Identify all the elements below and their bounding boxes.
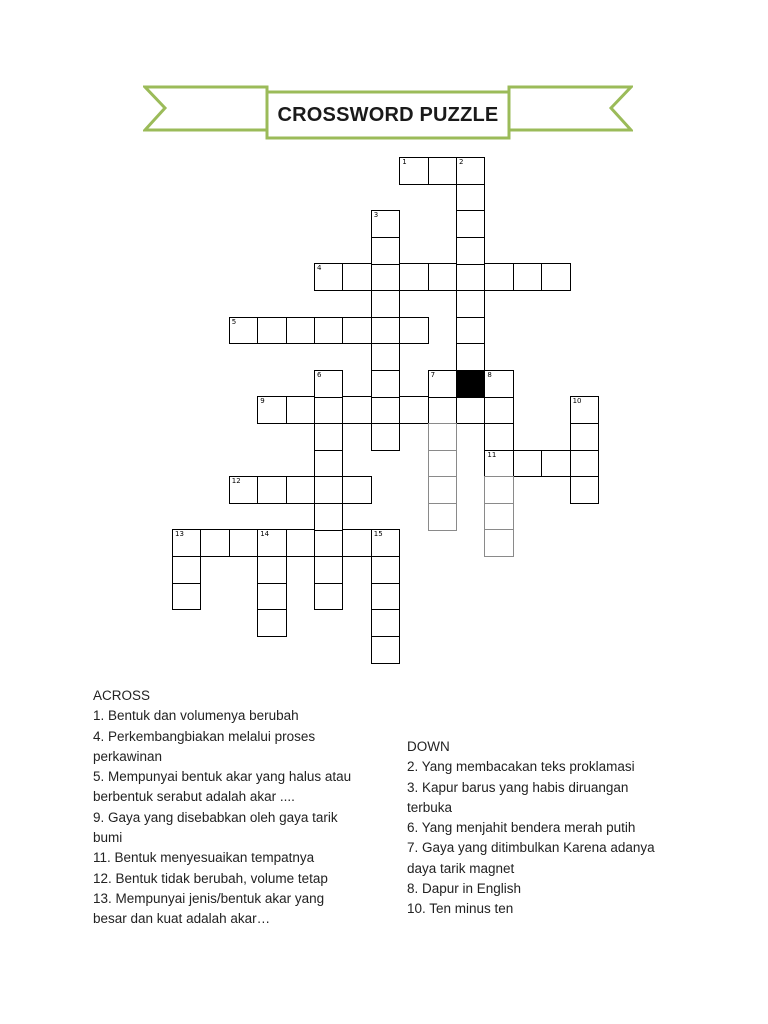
grid-cell[interactable] bbox=[314, 503, 343, 531]
grid-cell[interactable] bbox=[314, 476, 343, 504]
grid-cell[interactable] bbox=[371, 370, 400, 398]
grid-cell[interactable] bbox=[570, 396, 599, 424]
across-clue-4: 4. Perkembangbiakan melalui proses perkawinan bbox=[93, 728, 316, 764]
clue-number: 14 bbox=[260, 530, 270, 539]
down-clues bbox=[407, 737, 677, 920]
grid-cell[interactable] bbox=[513, 263, 542, 291]
grid-cell[interactable] bbox=[428, 370, 457, 398]
across-clue-9: 9. Gaya yang disebabkan oleh gaya tarik bumi bbox=[93, 809, 338, 846]
grid-cell[interactable] bbox=[456, 396, 485, 424]
grid-cell[interactable] bbox=[314, 556, 343, 584]
grid-cell[interactable] bbox=[371, 583, 400, 611]
clue-number: 3 bbox=[373, 211, 379, 220]
grid-cell[interactable] bbox=[342, 396, 371, 424]
grid-cell[interactable] bbox=[399, 396, 428, 424]
grid-cell[interactable] bbox=[172, 583, 201, 611]
clue-number: 6 bbox=[317, 370, 322, 379]
grid-cell[interactable] bbox=[428, 263, 457, 291]
clue-number: 15 bbox=[373, 530, 383, 539]
grid-cell[interactable] bbox=[342, 263, 371, 291]
grid-cell[interactable] bbox=[371, 263, 400, 291]
clue-number: 9 bbox=[260, 397, 265, 406]
clue-number: 12 bbox=[231, 477, 241, 486]
grid-cell[interactable] bbox=[456, 343, 485, 371]
grid-cell[interactable] bbox=[570, 476, 599, 504]
across-clues bbox=[93, 686, 353, 930]
grid-cell[interactable] bbox=[456, 237, 485, 265]
grid-cell[interactable] bbox=[428, 396, 457, 424]
grid-cell[interactable] bbox=[484, 503, 513, 531]
grid-cell[interactable] bbox=[428, 476, 457, 504]
grid-cell[interactable] bbox=[172, 556, 201, 584]
grid-cell[interactable] bbox=[484, 263, 513, 291]
grid-cell[interactable] bbox=[456, 210, 485, 238]
down-clue-6: 6. Yang menjahit bendera merah putih bbox=[407, 820, 636, 836]
grid-cell[interactable] bbox=[314, 423, 343, 451]
grid-cell[interactable] bbox=[371, 636, 400, 664]
grid-cell[interactable] bbox=[371, 609, 400, 637]
grid-cell[interactable] bbox=[570, 423, 599, 451]
grid-cell[interactable] bbox=[484, 450, 513, 478]
grid-cell[interactable] bbox=[428, 503, 457, 531]
across-clue-11: 11. Bentuk menyesuaikan tempatnya bbox=[93, 850, 315, 866]
clue-number: 11 bbox=[487, 450, 497, 459]
grid-cell[interactable] bbox=[257, 317, 286, 345]
grid-cell[interactable] bbox=[428, 423, 457, 451]
grid-cell[interactable] bbox=[513, 450, 542, 478]
grid-cell[interactable] bbox=[371, 396, 400, 424]
clue-number: 1 bbox=[402, 158, 407, 166]
grid-cell[interactable] bbox=[371, 210, 400, 238]
grid-cell[interactable] bbox=[484, 396, 513, 424]
grid-cell[interactable] bbox=[257, 609, 286, 637]
grid-cell[interactable] bbox=[371, 317, 400, 345]
grid-cell[interactable] bbox=[484, 529, 513, 557]
page-title: CROSSWORD PUZZLE bbox=[277, 103, 499, 126]
grid-cell[interactable] bbox=[229, 529, 258, 557]
across-clue-1: 1. Bentuk dan volumenya berubah bbox=[93, 708, 299, 724]
grid-cell[interactable] bbox=[286, 529, 315, 557]
grid-cell[interactable] bbox=[229, 317, 258, 345]
grid-cell[interactable] bbox=[229, 476, 258, 504]
clue-number: 5 bbox=[231, 317, 237, 326]
grid-cell[interactable] bbox=[342, 317, 371, 345]
grid-cell[interactable] bbox=[428, 157, 457, 185]
grid-cell[interactable] bbox=[484, 423, 513, 451]
grid-cell[interactable] bbox=[257, 396, 286, 424]
grid-cell[interactable] bbox=[314, 450, 343, 478]
grid-cell[interactable] bbox=[371, 290, 400, 318]
grid-cell[interactable] bbox=[314, 396, 343, 424]
grid-cell[interactable] bbox=[399, 263, 428, 291]
grid-cell[interactable] bbox=[484, 476, 513, 504]
grid-cell[interactable] bbox=[399, 157, 428, 185]
grid-cell[interactable] bbox=[314, 370, 343, 398]
grid-cell[interactable] bbox=[314, 529, 343, 557]
grid-cell[interactable] bbox=[172, 529, 201, 557]
grid-cell[interactable] bbox=[428, 450, 457, 478]
grid-cell[interactable] bbox=[342, 529, 371, 557]
down-clue-2: 2. Yang membacakan teks proklamasi bbox=[407, 759, 635, 775]
down-clue-8: 8. Dapur in English bbox=[407, 881, 522, 897]
grid-cell[interactable] bbox=[257, 583, 286, 611]
grid-cell[interactable] bbox=[371, 343, 400, 371]
grid-cell[interactable] bbox=[286, 396, 315, 424]
across-heading: ACROSS bbox=[93, 688, 151, 703]
grid-cell[interactable] bbox=[200, 529, 229, 557]
grid-cell[interactable] bbox=[456, 157, 485, 185]
across-clue-13: 13. Mempunyai jenis/bentuk akar yang besar dan kuat adalah akar… bbox=[93, 890, 325, 927]
banner-left-tail bbox=[145, 87, 267, 130]
grid-cell[interactable] bbox=[257, 556, 286, 584]
grid-cell[interactable] bbox=[371, 423, 400, 451]
clue-number: 8 bbox=[487, 370, 492, 379]
grid-cell[interactable] bbox=[541, 450, 570, 478]
banner-right-tail bbox=[509, 87, 631, 130]
grid-cell[interactable] bbox=[286, 476, 315, 504]
grid-cell[interactable] bbox=[257, 476, 286, 504]
grid-cell[interactable] bbox=[314, 263, 343, 291]
grid-cell[interactable] bbox=[456, 317, 485, 345]
clue-number: 13 bbox=[175, 530, 184, 539]
across-clue-12: 12. Bentuk tidak berubah, volume tetap bbox=[93, 870, 328, 886]
down-clue-3: 3. Kapur barus yang habis diruangan terbuka bbox=[407, 779, 629, 815]
down-clue-10: 10. Ten minus ten bbox=[407, 901, 514, 917]
down-heading: DOWN bbox=[407, 739, 450, 754]
grid-cell[interactable] bbox=[456, 290, 485, 318]
grid-cell[interactable] bbox=[286, 317, 315, 345]
down-clue-7: 7. Gaya yang ditimbulkan Karena adanya daya tarik magnet bbox=[407, 840, 655, 876]
grid-cell[interactable] bbox=[314, 583, 343, 611]
grid-cell[interactable] bbox=[399, 317, 428, 345]
grid-cell[interactable] bbox=[371, 556, 400, 584]
grid-cell[interactable] bbox=[371, 237, 400, 265]
grid-cell[interactable] bbox=[456, 263, 485, 291]
grid-cell[interactable] bbox=[371, 529, 400, 557]
clue-number: 7 bbox=[430, 370, 436, 379]
clue-number: 2 bbox=[459, 158, 464, 166]
grid-cell[interactable] bbox=[570, 450, 599, 478]
across-clue-5: 5. Mempunyai bentuk akar yang halus atau berbentuk serabut adalah akar .... bbox=[93, 769, 352, 805]
black-cell bbox=[456, 370, 485, 398]
clue-number: 10 bbox=[572, 397, 582, 406]
grid-cell[interactable] bbox=[314, 317, 343, 345]
grid-cell[interactable] bbox=[456, 184, 485, 212]
grid-cell[interactable] bbox=[541, 263, 570, 291]
grid-cell[interactable] bbox=[342, 476, 371, 504]
grid-cell[interactable] bbox=[257, 529, 286, 557]
grid-cell[interactable] bbox=[484, 370, 513, 398]
clue-number: 4 bbox=[317, 264, 322, 273]
